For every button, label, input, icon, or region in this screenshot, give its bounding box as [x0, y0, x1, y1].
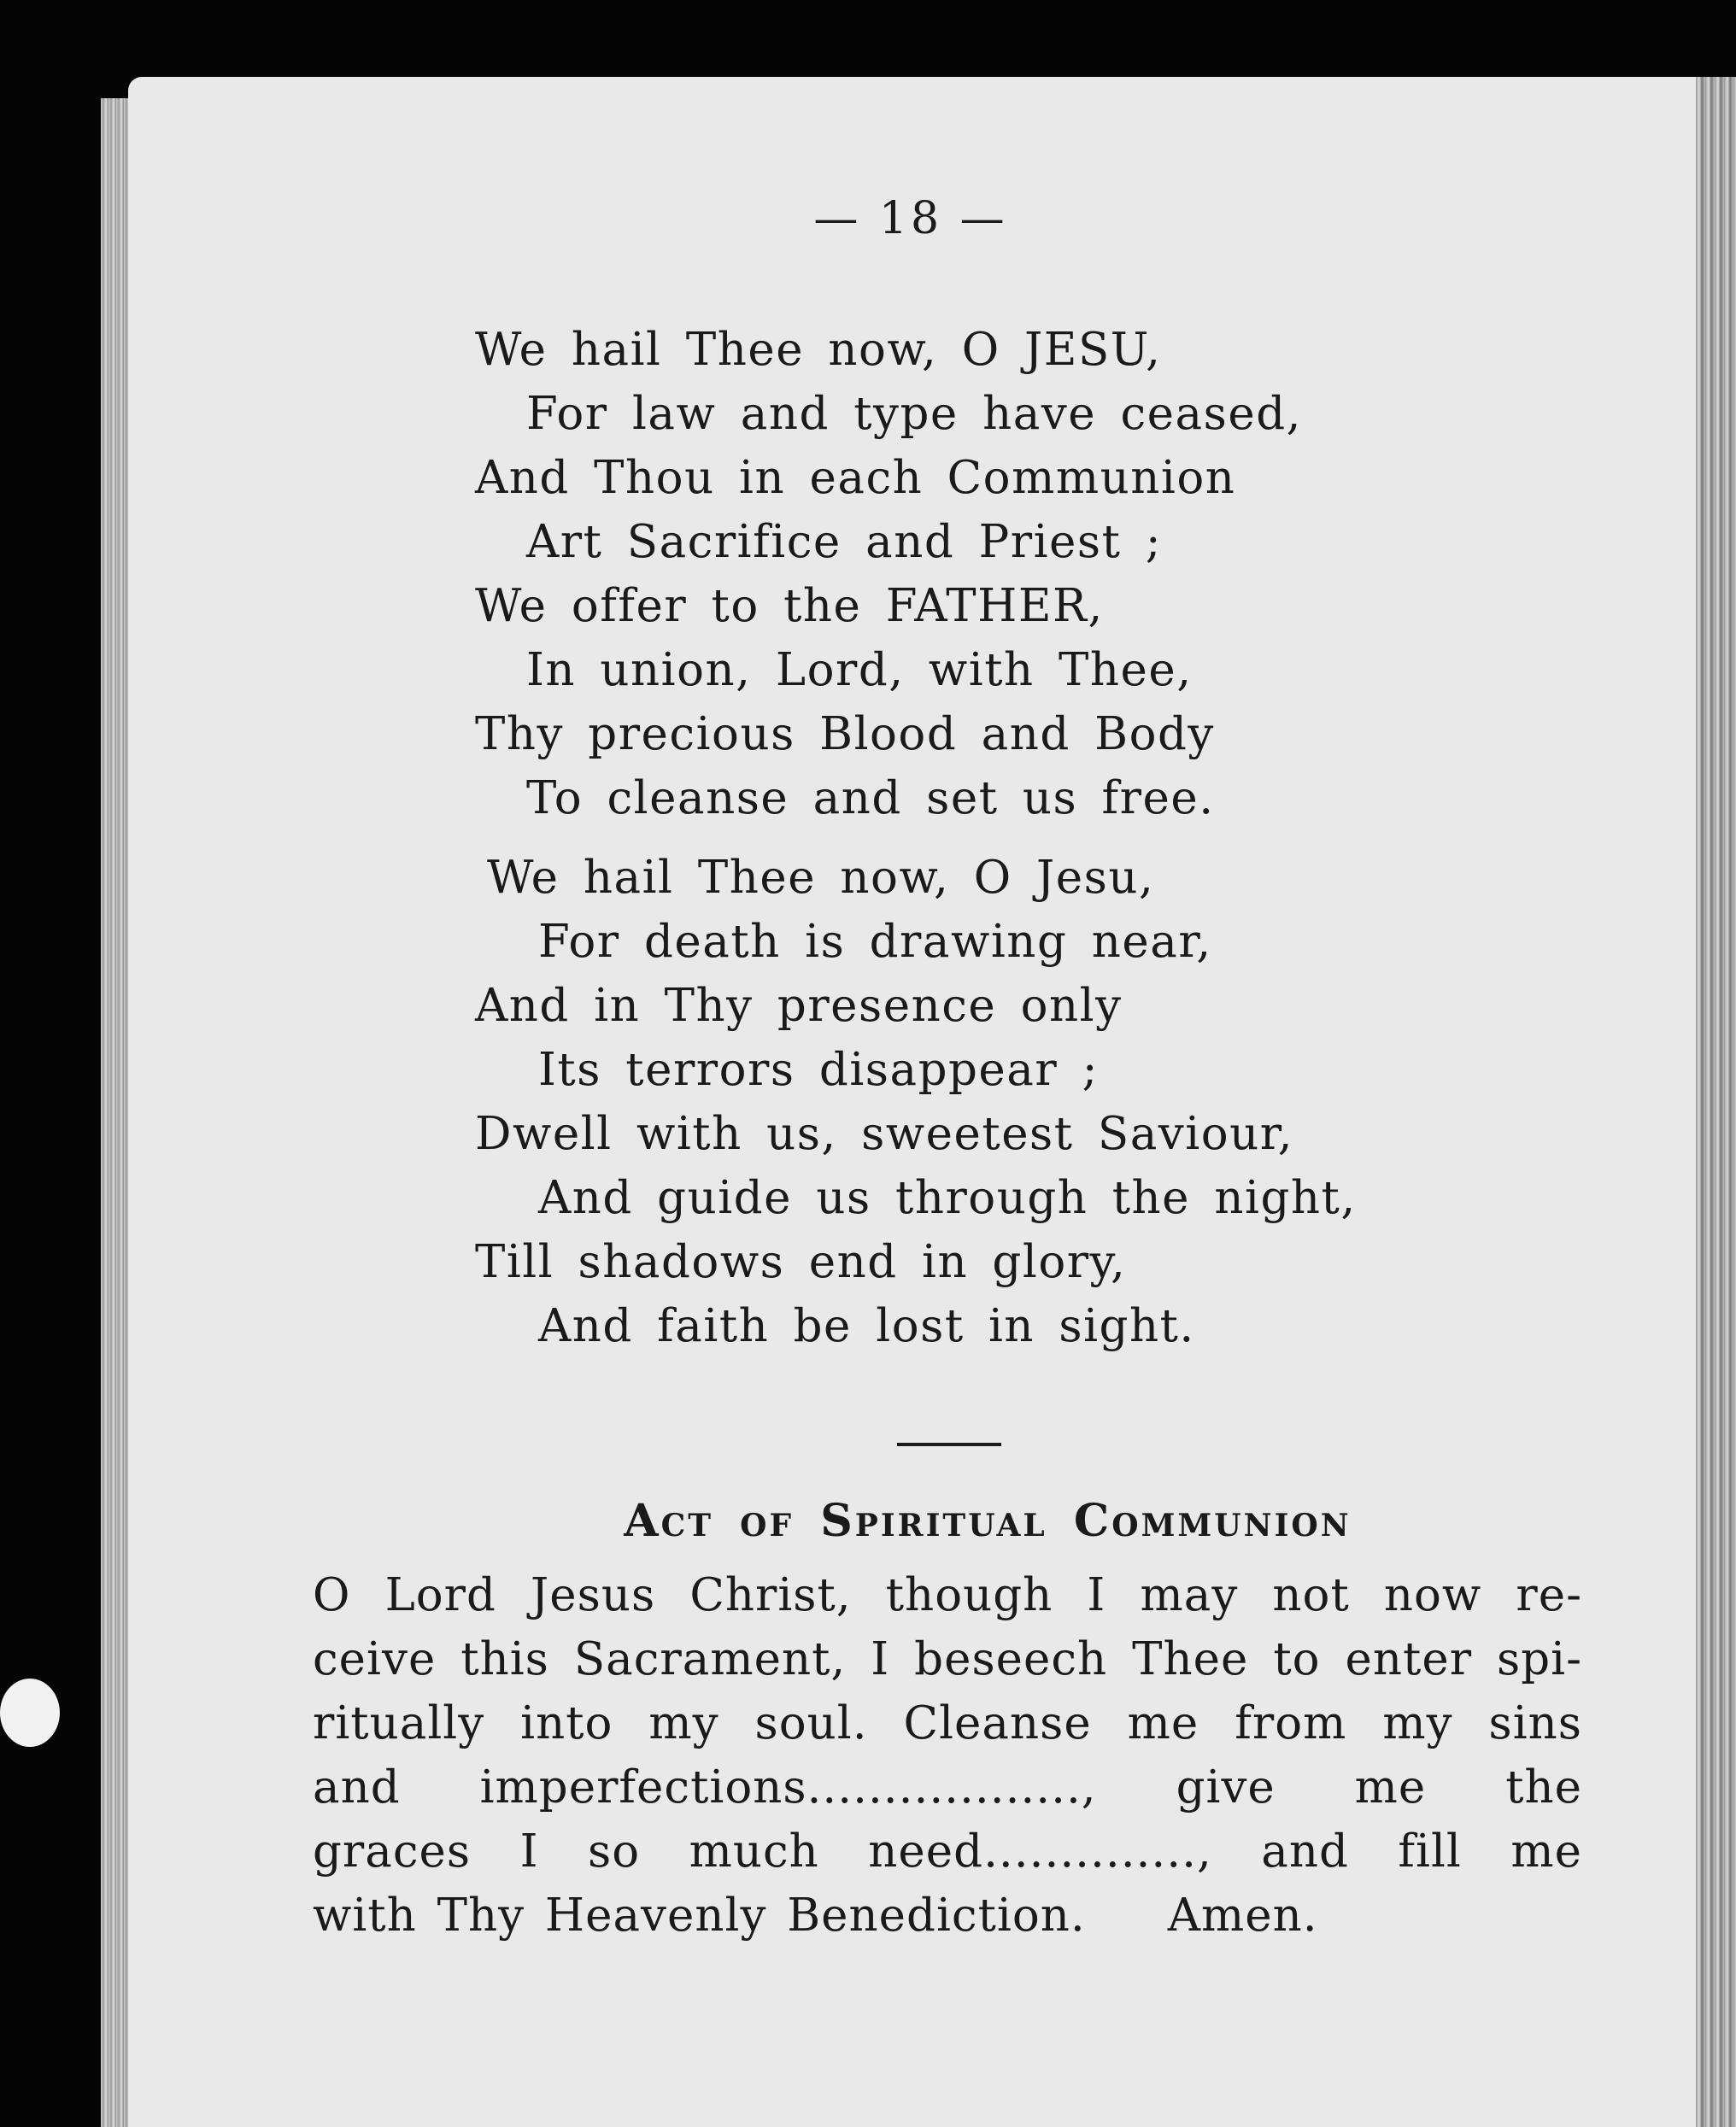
page-number: — 18 — — [813, 193, 1008, 244]
prayer-line: ritually into my soul. Cleanse me from my sins — [313, 1697, 1582, 1749]
hymn-line: And in Thy presence only — [475, 980, 1123, 1032]
hymn-line: Its terrors disappear ; — [538, 1044, 1099, 1096]
hymn-line: We hail Thee now, O JESU, — [475, 324, 1162, 376]
binding-hole — [0, 1679, 60, 1747]
hymn-line: For death is drawing near, — [538, 916, 1212, 968]
section-divider — [897, 1443, 1001, 1446]
hymn-stanza-1 — [475, 318, 1415, 830]
amen: Amen. — [1167, 1890, 1318, 1942]
hymn-line: Art Sacrifice and Priest ; — [526, 516, 1163, 568]
prayer-line: and imperfections.................., give me the — [313, 1761, 1582, 1814]
hymn-line: Till shadows end in glory, — [475, 1236, 1127, 1288]
hymn-line: Dwell with us, sweetest Saviour, — [475, 1108, 1294, 1160]
hymn-line: And guide us through the night, — [538, 1172, 1357, 1224]
prayer-line: O Lord Jesus Christ, though I may not now re- — [313, 1569, 1582, 1621]
hymn-line: For law and type have ceased, — [526, 388, 1302, 440]
hymn-line: We hail Thee now, O Jesu, — [487, 852, 1155, 904]
hymn-line: We offer to the FATHER, — [475, 580, 1104, 632]
hymn-line: And faith be lost in sight. — [538, 1300, 1195, 1352]
prayer-line: ceive this Sacrament, I beseech Thee to enter spi- — [313, 1633, 1582, 1685]
prayer-line: graces I so much need.............., and fill me — [313, 1825, 1582, 1878]
hymn-line: And Thou in each Communion — [475, 452, 1236, 504]
prayer-line-last — [313, 1884, 1582, 1948]
hymn-line: In union, Lord, with Thee, — [526, 644, 1193, 696]
prayer-line: with Thy Heavenly Benediction. — [313, 1890, 1086, 1942]
hymn-line: To cleanse and set us free. — [526, 772, 1215, 824]
act-prayer — [313, 1563, 1582, 1948]
hymn-stanza-2 — [475, 846, 1415, 1358]
page-stack-right-edge — [1696, 77, 1736, 2127]
act-heading: Act of Spiritual Communion — [624, 1495, 1352, 1547]
hymn — [475, 318, 1415, 1374]
hymn-line: Thy precious Blood and Body — [475, 708, 1215, 760]
